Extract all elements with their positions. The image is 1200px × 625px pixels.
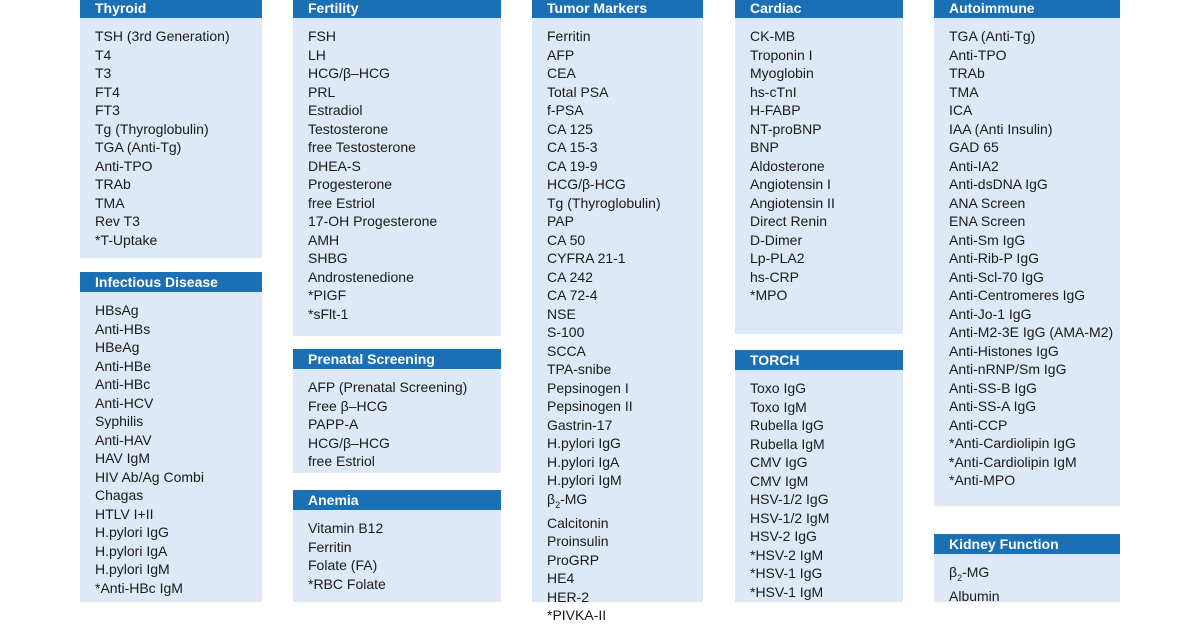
test-list bbox=[293, 369, 501, 471]
panel-title: Autoimmune bbox=[934, 0, 1120, 18]
list-item: Anti-HBe bbox=[95, 357, 152, 374]
list-item: Anti-Centromeres IgG bbox=[949, 287, 1086, 303]
list-item: HAV IgM bbox=[95, 450, 150, 466]
list-item: TGA (Anti-Tg) bbox=[949, 28, 1036, 44]
panel-cardiac bbox=[735, 0, 903, 334]
list-item: S-100 bbox=[547, 324, 585, 340]
list-item: *Anti-MPO bbox=[949, 472, 1016, 488]
list-item-b2mg bbox=[547, 490, 703, 514]
list-item: Direct Renin bbox=[750, 213, 828, 229]
list-item: HBeAg bbox=[95, 339, 140, 355]
list-item: PAPP-A bbox=[308, 416, 359, 432]
b2mg-prefix: β bbox=[547, 490, 556, 507]
panel-title: Thyroid bbox=[80, 0, 262, 18]
list-item: Anti-dsDNA IgG bbox=[949, 176, 1048, 192]
list-item: CEA bbox=[547, 65, 576, 81]
list-item: free Estriol bbox=[308, 194, 375, 211]
b2mg-prefix: β bbox=[949, 564, 958, 580]
list-item: HSV-1/2 IgG bbox=[750, 491, 829, 507]
list-item: LH bbox=[308, 46, 326, 63]
list-item: Troponin I bbox=[750, 46, 813, 63]
list-item: Anti-Rib-P IgG bbox=[949, 250, 1039, 266]
list-item: CA 15-3 bbox=[547, 139, 598, 155]
list-item: IAA (Anti Insulin) bbox=[949, 120, 1053, 137]
list-item: Pepsinogen II bbox=[547, 398, 633, 414]
list-item: BNP bbox=[750, 139, 779, 155]
list-item: H.pylori IgA bbox=[547, 453, 620, 470]
list-item: ProGRP bbox=[547, 551, 600, 568]
list-item: Anti-CCP bbox=[949, 416, 1008, 433]
list-item: NSE bbox=[547, 305, 576, 322]
list-item: Rubella IgG bbox=[750, 417, 824, 433]
list-item: Toxo IgM bbox=[750, 398, 807, 415]
list-item: Gastrin-17 bbox=[547, 416, 613, 433]
list-item: *Anti-Cardiolipin IgG bbox=[949, 435, 1076, 451]
list-item: HER-2 bbox=[547, 588, 590, 605]
panel-title: Infectious Disease bbox=[80, 272, 262, 292]
list-item: SCCA bbox=[547, 342, 586, 359]
list-item: Vitamin B12 bbox=[308, 520, 384, 536]
list-item: Folate (FA) bbox=[308, 557, 378, 573]
list-item: free Estriol bbox=[308, 453, 375, 469]
list-item: Chagas bbox=[95, 487, 144, 503]
test-list bbox=[934, 554, 1120, 606]
list-item: AFP (Prenatal Screening) bbox=[308, 379, 468, 395]
list-item: TRAb bbox=[949, 65, 985, 81]
panel-kidney-function bbox=[934, 534, 1120, 605]
list-item: Lp-PLA2 bbox=[750, 250, 805, 266]
list-item: TRAb bbox=[95, 176, 131, 192]
list-item: Anti-HBc bbox=[95, 376, 151, 392]
list-item: Anti-TPO bbox=[95, 157, 153, 174]
b2mg-subscript: 2 bbox=[957, 572, 963, 583]
list-item: CK-MB bbox=[750, 28, 796, 44]
list-item: H.pylori IgG bbox=[547, 435, 621, 451]
test-list bbox=[293, 18, 501, 323]
list-item: H.pylori IgM bbox=[95, 561, 170, 577]
list-item: Estradiol bbox=[308, 102, 363, 118]
list-item: *HSV-2 IgM bbox=[750, 546, 824, 563]
list-item: NT-proBNP bbox=[750, 120, 822, 137]
list-item: FSH bbox=[308, 28, 336, 44]
list-item: *Anti-HBc IgM bbox=[95, 579, 183, 596]
list-item: FT4 bbox=[95, 83, 120, 100]
list-item: H.pylori IgM bbox=[547, 472, 622, 488]
panel-title: Prenatal Screening bbox=[293, 349, 501, 369]
list-item: *RBC Folate bbox=[308, 575, 386, 592]
list-item: Anti-SS-B IgG bbox=[949, 379, 1037, 396]
list-item: TSH (3rd Generation) bbox=[95, 28, 230, 44]
test-list bbox=[532, 18, 703, 625]
list-item: Anti-Histones IgG bbox=[949, 342, 1059, 359]
list-item: Calcitonin bbox=[547, 514, 609, 531]
list-item: FT3 bbox=[95, 102, 120, 118]
list-item: CA 19-9 bbox=[547, 157, 598, 174]
panel-title: Anemia bbox=[293, 490, 501, 510]
panel-title: Tumor Markers bbox=[532, 0, 703, 18]
b2mg-subscript: 2 bbox=[555, 499, 561, 510]
list-item: Anti-M2-3E IgG (AMA-M2) bbox=[949, 324, 1114, 340]
list-item: Anti-TPO bbox=[949, 46, 1007, 63]
list-item: Syphilis bbox=[95, 413, 144, 429]
list-item: Progesterone bbox=[308, 176, 393, 192]
list-item: PAP bbox=[547, 213, 574, 229]
list-item: *sFlt-1 bbox=[308, 305, 349, 322]
list-item: Rev T3 bbox=[95, 213, 140, 229]
panel-tumor-markers bbox=[532, 0, 703, 624]
panel-prenatal-screening bbox=[293, 349, 501, 473]
list-item-b2mg bbox=[949, 563, 1120, 587]
list-item: *PIGF bbox=[308, 287, 347, 303]
list-item: H.pylori IgA bbox=[95, 542, 168, 559]
list-item: CMV IgM bbox=[750, 472, 809, 489]
test-list bbox=[80, 18, 262, 249]
list-item: HIV Ab/Ag Combi bbox=[95, 468, 204, 485]
list-item: Anti-IA2 bbox=[949, 157, 999, 174]
list-item: HCG/β–HCG bbox=[308, 434, 390, 451]
list-item: Total PSA bbox=[547, 83, 609, 100]
panel-autoimmune bbox=[934, 0, 1120, 506]
list-item: Anti-Scl-70 IgG bbox=[949, 268, 1044, 285]
list-item: f-PSA bbox=[547, 102, 584, 118]
list-item: Androstenedione bbox=[308, 268, 414, 285]
list-item: ICA bbox=[949, 102, 973, 118]
list-item: Toxo IgG bbox=[750, 380, 807, 396]
panel-infectious-disease bbox=[80, 272, 262, 602]
list-item: CMV IgG bbox=[750, 454, 808, 470]
list-item: Free β–HCG bbox=[308, 397, 388, 414]
list-item: *PIVKA-II bbox=[547, 607, 607, 624]
test-list bbox=[934, 18, 1120, 490]
list-item: Myoglobin bbox=[750, 65, 814, 81]
b2mg-suffix: -MG bbox=[560, 490, 588, 507]
list-item: Testosterone bbox=[308, 120, 389, 137]
test-list bbox=[80, 292, 262, 597]
list-item: Anti-HAV bbox=[95, 431, 152, 448]
list-item: Proinsulin bbox=[547, 533, 609, 550]
list-item: Anti-HCV bbox=[95, 394, 154, 411]
list-item: Anti-Jo-1 IgG bbox=[949, 305, 1032, 322]
list-item: Tg (Thyroglobulin) bbox=[95, 120, 209, 137]
list-item: CA 50 bbox=[547, 231, 586, 248]
list-item: HE4 bbox=[547, 570, 575, 587]
list-item: Anti-Sm IgG bbox=[949, 231, 1026, 248]
test-list bbox=[293, 510, 501, 593]
list-item: CA 72-4 bbox=[547, 287, 598, 303]
list-item: CA 125 bbox=[547, 120, 593, 137]
list-item: AFP bbox=[547, 46, 575, 63]
list-item: D-Dimer bbox=[750, 231, 803, 248]
list-item: GAD 65 bbox=[949, 139, 999, 155]
list-item: SHBG bbox=[308, 250, 348, 266]
panel-title: Cardiac bbox=[735, 0, 903, 18]
list-item: HBsAg bbox=[95, 302, 139, 318]
list-item: *HSV-1 IgM bbox=[750, 583, 824, 600]
list-item: Aldosterone bbox=[750, 157, 825, 174]
list-item: Ferritin bbox=[547, 28, 591, 44]
list-item: HCG/β-HCG bbox=[547, 176, 626, 192]
list-item: Angiotensin I bbox=[750, 176, 831, 192]
list-item: Pepsinogen I bbox=[547, 379, 629, 396]
list-item: Angiotensin II bbox=[750, 194, 835, 211]
list-item: 17-OH Progesterone bbox=[308, 213, 438, 229]
list-item: TMA bbox=[95, 194, 125, 211]
list-item: CYFRA 21-1 bbox=[547, 250, 626, 266]
list-item: HSV-2 IgG bbox=[750, 528, 817, 544]
list-item: Albumin bbox=[949, 588, 1000, 605]
list-item: HTLV I+II bbox=[95, 505, 154, 522]
panel-fertility bbox=[293, 0, 501, 336]
list-item: hs-CRP bbox=[750, 268, 800, 285]
list-item: T4 bbox=[95, 46, 112, 63]
list-item: Tg (Thyroglobulin) bbox=[547, 194, 661, 211]
test-list bbox=[735, 18, 903, 305]
list-item: TPA-snibe bbox=[547, 361, 612, 377]
list-item: hs-cTnI bbox=[750, 83, 797, 100]
list-item: Anti-SS-A IgG bbox=[949, 398, 1037, 414]
list-item: Rubella IgM bbox=[750, 435, 825, 452]
list-item: Anti-nRNP/Sm IgG bbox=[949, 361, 1067, 377]
list-item: Anti-HBs bbox=[95, 320, 151, 337]
list-item: DHEA-S bbox=[308, 157, 361, 174]
list-item: *Anti-Cardiolipin IgM bbox=[949, 453, 1077, 470]
list-item: ENA Screen bbox=[949, 213, 1026, 229]
list-item: TMA bbox=[949, 83, 979, 100]
list-item: ANA Screen bbox=[949, 194, 1026, 211]
list-item: H-FABP bbox=[750, 102, 801, 118]
list-item: *MPO bbox=[750, 287, 788, 303]
list-item: HSV-1/2 IgM bbox=[750, 509, 830, 526]
panel-title: TORCH bbox=[735, 350, 903, 370]
list-item: T3 bbox=[95, 65, 112, 81]
panel-torch bbox=[735, 350, 903, 602]
list-item: H.pylori IgG bbox=[95, 524, 169, 540]
list-item: AMH bbox=[308, 231, 340, 248]
list-item: *T-Uptake bbox=[95, 231, 158, 248]
list-item: Ferritin bbox=[308, 538, 352, 555]
test-list bbox=[735, 370, 903, 601]
panel-thyroid bbox=[80, 0, 262, 258]
list-item: HCG/β–HCG bbox=[308, 65, 390, 81]
b2mg-suffix: -MG bbox=[962, 564, 990, 580]
list-item: TGA (Anti-Tg) bbox=[95, 139, 182, 155]
list-item: PRL bbox=[308, 83, 336, 100]
panel-title: Kidney Function bbox=[934, 534, 1120, 554]
list-item: free Testosterone bbox=[308, 139, 416, 155]
list-item: *HSV-1 IgG bbox=[750, 565, 823, 581]
list-item: CA 242 bbox=[547, 268, 593, 285]
panel-anemia bbox=[293, 490, 501, 602]
panel-title: Fertility bbox=[293, 0, 501, 18]
